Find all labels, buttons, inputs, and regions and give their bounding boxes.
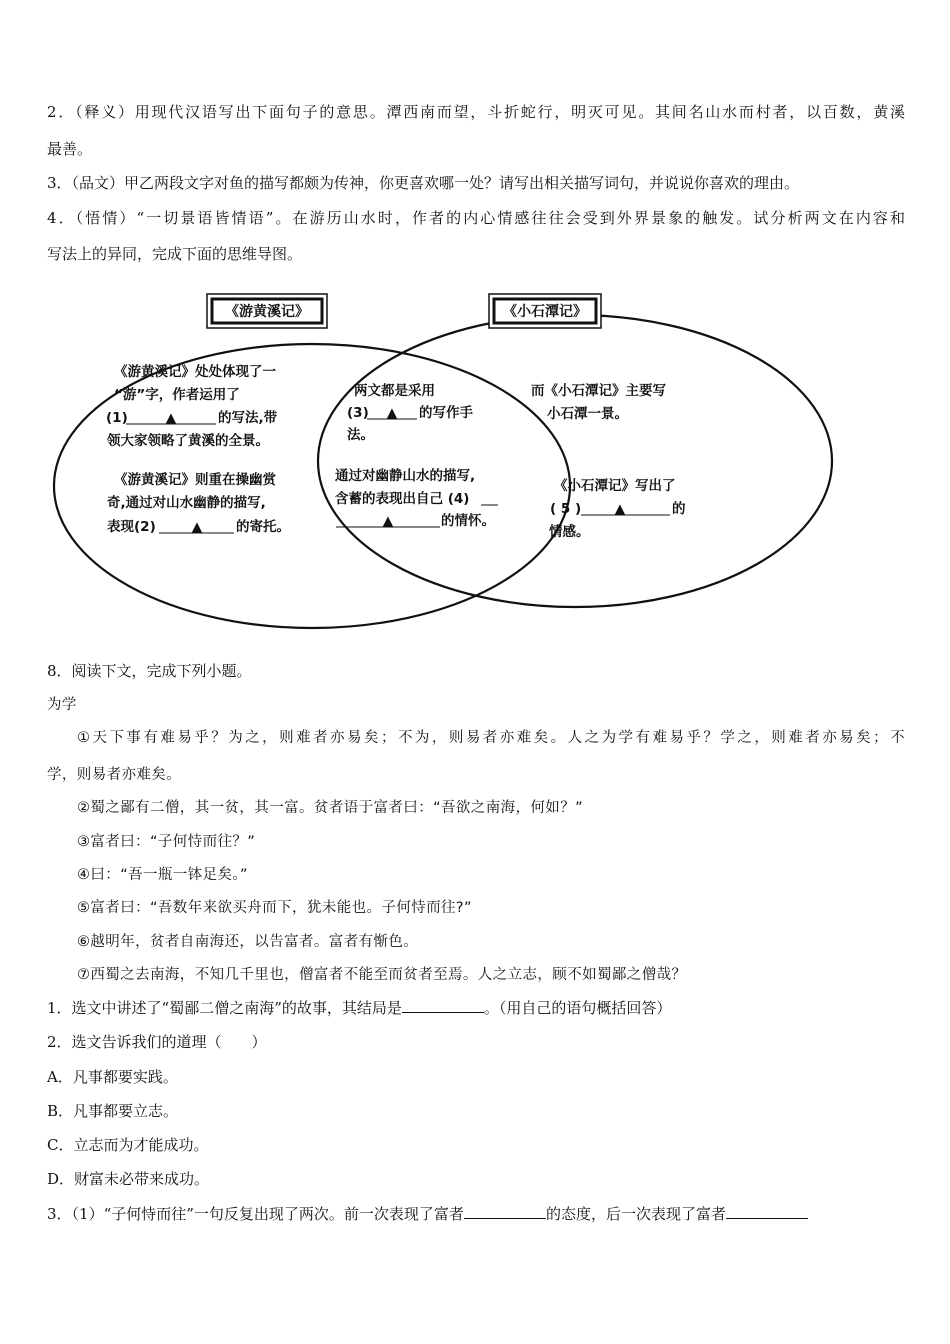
left-top-line1: 《游黄溪记》处处体现了一 bbox=[114, 364, 276, 380]
left-bottom-blank2-label: 表现(2) bbox=[107, 519, 156, 535]
left-top-blank1-label: (1) bbox=[106, 410, 128, 426]
blank-marker-4: ▲ bbox=[382, 513, 394, 529]
passage-para-1-line1: ①天下事有难易乎？为之，则难者亦易矣；不为，则易者亦难矣。人之为学有难易乎？学之，则难者亦易矣；不 bbox=[77, 730, 905, 746]
passage-title: 为学 bbox=[47, 697, 77, 713]
left-bottom-suffix: 的寄托。 bbox=[236, 519, 290, 535]
sub-question-2: 2．选文告诉我们的道理（ ） bbox=[47, 1033, 267, 1051]
section-8-intro: 8．阅读下文，完成下列小题。 bbox=[47, 662, 252, 680]
question-4-line1: 4．（悟情）“一切景语皆情语”。在游历山水时，作者的内心情感往往会受到外界景象的触发。试分析两文在内容和 bbox=[47, 209, 905, 227]
middle-top-suffix: 的写作手 bbox=[419, 405, 473, 421]
sub-question-1-suffix: 。（用自己的语句概括回答） bbox=[483, 999, 672, 1017]
right-top-line2: 小石潭一景。 bbox=[547, 406, 628, 422]
passage-para-7: ⑦西蜀之去南海，不知几千里也，僧富者不能至而贫者至焉。人之立志，顾不如蜀鄙之僧哉？ bbox=[77, 967, 687, 983]
blank-marker-5: ▲ bbox=[614, 501, 626, 517]
middle-top-line1: 两文都是采用 bbox=[354, 383, 435, 399]
passage-para-5: ⑤富者曰：“吾数年来欲买舟而下，犹未能也。子何恃而往?” bbox=[77, 900, 472, 916]
question-2-line1: 2．（释义）用现代汉语写出下面句子的意思。潭西南而望，斗折蛇行，明灭可见。其间名山水而村者，以百数，黄溪 bbox=[47, 103, 905, 121]
left-top-line4: 领大家领略了黄溪的全景。 bbox=[107, 433, 269, 449]
venn-mind-map bbox=[40, 283, 900, 633]
option-b[interactable]: B．凡事都要立志。 bbox=[47, 1102, 179, 1120]
option-a[interactable]: A．凡事都要实践。 bbox=[47, 1068, 178, 1086]
answer-blank-3a[interactable] bbox=[464, 1204, 546, 1219]
sub-question-1 bbox=[47, 998, 671, 1018]
left-bottom-line2: 奇,通过对山水幽静的描写, bbox=[107, 495, 266, 511]
sub-question-1-text: 1．选文中讲述了“蜀鄙二僧之南海”的故事，其结局是 bbox=[47, 999, 402, 1017]
sub-question-3 bbox=[47, 1204, 808, 1224]
middle-bottom-line1: 通过对幽静山水的描写, bbox=[335, 468, 476, 484]
sub-question-3-mid: 的态度，后一次表现了富者 bbox=[545, 1205, 726, 1223]
left-top-line2: “游”字，作者运用了 bbox=[114, 387, 240, 403]
passage-para-6: ⑥越明年，贫者自南海还，以告富者。富者有惭色。 bbox=[77, 934, 419, 950]
option-d[interactable]: D．财富未必带来成功。 bbox=[47, 1170, 210, 1188]
passage-para-2: ②蜀之鄙有二僧，其一贫，其一富。贫者语于富者曰：“吾欲之南海，何如？” bbox=[77, 800, 584, 816]
right-bottom-line1: 《小石潭记》写出了 bbox=[554, 478, 676, 494]
blank-marker-2: ▲ bbox=[191, 519, 203, 535]
question-2-line2: 最善。 bbox=[47, 140, 93, 158]
right-ellipse bbox=[318, 315, 832, 607]
right-bottom-suffix: 的 bbox=[672, 501, 686, 517]
question-4-line2: 写法上的异同，完成下面的思维导图。 bbox=[47, 245, 303, 263]
blank-marker-1: ▲ bbox=[165, 410, 177, 426]
blank-marker-3: ▲ bbox=[386, 405, 398, 421]
passage-para-4: ④曰：“吾一瓶一钵足矣。” bbox=[77, 867, 248, 883]
passage-para-1-line2: 学，则易者亦难矣。 bbox=[47, 767, 182, 783]
middle-top-blank3-label: (3) bbox=[347, 405, 369, 421]
left-title: 《游黄溪记》 bbox=[225, 304, 309, 320]
right-bottom-line3: 情感。 bbox=[549, 524, 590, 540]
answer-blank-3b[interactable] bbox=[726, 1204, 808, 1219]
question-3: 3．（品文）甲乙两段文字对鱼的描写都颇为传神，你更喜欢哪一处？请写出相关描写词句，并说说你喜欢的理由。 bbox=[47, 174, 800, 192]
sub-question-3-text: 3．（1）“子何恃而往”一句反复出现了两次。前一次表现了富者 bbox=[47, 1205, 464, 1223]
middle-bottom-suffix: 的情怀。 bbox=[441, 513, 495, 529]
right-top-line1: 而《小石潭记》主要写 bbox=[531, 383, 666, 399]
right-bottom-blank5-label: ( 5 ) bbox=[550, 501, 582, 517]
left-title-box bbox=[207, 294, 327, 328]
middle-top-line3: 法。 bbox=[347, 427, 374, 443]
passage-para-3: ③富者曰：“子何恃而往？” bbox=[77, 834, 256, 850]
option-c[interactable]: C．立志而为才能成功。 bbox=[47, 1136, 209, 1154]
answer-blank-1[interactable] bbox=[402, 998, 484, 1013]
left-bottom-line1: 《游黄溪记》则重在操幽赏 bbox=[114, 472, 276, 488]
middle-bottom-line2: 含蓄的表现出自己 (4) bbox=[335, 491, 470, 507]
left-top-line3-suffix: 的写法,带 bbox=[218, 410, 278, 426]
right-title-box bbox=[489, 294, 601, 328]
right-title: 《小石潭记》 bbox=[503, 304, 587, 320]
